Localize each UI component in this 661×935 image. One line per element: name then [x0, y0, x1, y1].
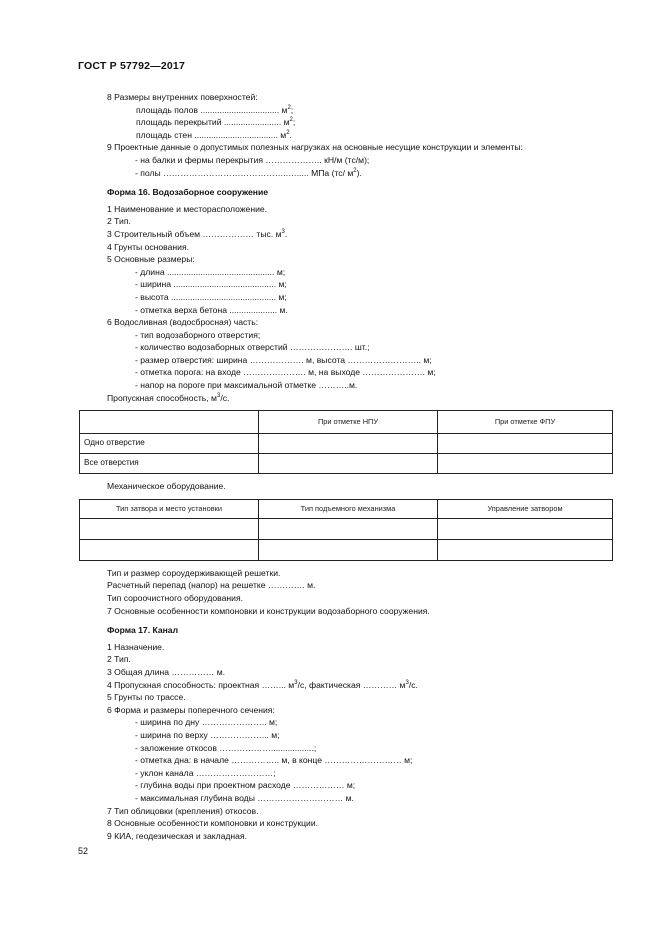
- table-cell: Все отверстия: [80, 454, 259, 474]
- table-cell: [80, 539, 259, 560]
- text-line: - уклон канала ………………………;: [135, 767, 276, 778]
- table-cell: [259, 518, 438, 539]
- text-line: 1 Назначение.: [107, 641, 165, 652]
- text-line: 5 Грунты по трассе.: [107, 692, 186, 703]
- text-line: Тип и размер сороудерживающей решетки.: [107, 567, 281, 578]
- text-line: - отметка дна: в начале …………….. м, в конце ……………………… м;: [135, 755, 413, 766]
- table-header-cell: Тип подъемного механизма: [259, 499, 438, 518]
- text-line: - напор на пороге при максимальной отметке ………..м.: [135, 380, 358, 391]
- text-line: 1 Наименование и месторасположение.: [107, 203, 268, 214]
- text-line: - максимальная глубина воды ………………………… м.: [135, 792, 354, 803]
- text-line: площадь перекрытий ........................ $м^2$;: [136, 117, 296, 128]
- text-line: - на балки и фермы перекрытия ……………….. кН/м (тс/м);: [135, 154, 370, 165]
- capacity-label: Пропускная способность, $м^3/с$.: [107, 392, 230, 403]
- form17-list: [107, 641, 627, 843]
- table-cell: [259, 539, 438, 560]
- text-line: - отметка порога: на входе …………………. м, на выходе …………………. м;: [135, 367, 436, 378]
- text-line: Расчетный перепад (напор) на решетке …………. м.: [107, 580, 316, 591]
- item9-title: 9 Проектные данные о допустимых полезных нагрузках на основные несущие конструкции и элементы:: [107, 142, 523, 153]
- table-cell: [438, 434, 613, 454]
- text-line: - длина ............................................. м;: [135, 266, 286, 277]
- table-row: [80, 518, 613, 539]
- text-line: 6 Водосливная (водосбросная) часть:: [107, 317, 259, 328]
- form16-heading: Форма 16. Водозаборное сооружение: [107, 187, 269, 198]
- table-cell: [259, 434, 438, 454]
- table-header-cell: [80, 411, 259, 434]
- text-line: - глубина воды при проектном расходе ……………… м;: [135, 780, 356, 791]
- text-line: 2 Тип.: [107, 654, 131, 665]
- table-header-row: [80, 411, 613, 434]
- table-cell: Одно отверстие: [80, 434, 259, 454]
- text-line: 9 КИА, геодезическая и закладная.: [107, 830, 247, 841]
- text-line: - высота ............................................ м;: [135, 291, 287, 302]
- table-header-row: [80, 499, 613, 518]
- text-line: 6 Форма и размеры поперечного сечения:: [107, 704, 275, 715]
- text-line: - заложение откосов ………………..................;: [135, 742, 317, 753]
- table-cell: [80, 518, 259, 539]
- table-cell: [259, 454, 438, 474]
- table-row: [80, 539, 613, 560]
- text-line: 4 Пропускная способность: проектная ……... $м^3/с$, фактическая ………… $м^3/с$.: [107, 679, 418, 690]
- text-line: площадь полов ................................. $м^2$;: [136, 104, 294, 115]
- text-line: - тип водозаборного отверстия;: [135, 329, 261, 340]
- table-cell: [438, 539, 613, 560]
- text-line: 4 Грунты основания.: [107, 241, 190, 252]
- table-header-cell: При отметке НПУ: [259, 411, 438, 434]
- text-line: - отметка верха бетона .................... м.: [135, 304, 288, 315]
- text-line: - количество водозаборных отверстий …………………. шт.;: [135, 342, 370, 353]
- text-line: 2 Тип.: [107, 216, 131, 227]
- table-header-cell: При отметке ФПУ: [438, 411, 613, 434]
- text-line: 5 Основные размеры:: [107, 254, 195, 265]
- text-line: - размер отверстия: ширина ………………. м, высота …………………….. м;: [135, 354, 432, 365]
- document-header: ГОСТ Р 57792—2017: [78, 60, 186, 72]
- document-body: [84, 91, 627, 842]
- text-line: Тип сороочистного оборудования.: [107, 593, 243, 604]
- table-cell: [438, 518, 613, 539]
- table-header-cell: Управление затвором: [438, 499, 613, 518]
- item8-title: 8 Размеры внутренних поверхностей:: [107, 92, 258, 102]
- text-line: - полы ……………………………………..…..... МПа (тс/ $м^2$).: [135, 167, 362, 178]
- text-line: площадь стен ................................... $м^2$.: [136, 129, 292, 140]
- form16-list: [107, 203, 627, 392]
- table-header-cell: Тип затвора и место установки: [80, 499, 259, 518]
- page-number: 52: [78, 846, 89, 856]
- mechanical-table: [79, 499, 613, 561]
- text-line: - ширина по верху ………………... м;: [135, 729, 280, 740]
- text-line: 8 Основные особенности компоновки и конструкции.: [107, 818, 319, 829]
- capacity-table: [79, 410, 613, 474]
- mech-label: Механическое оборудование.: [107, 481, 226, 492]
- text-line: 7 Основные особенности компоновки и конструкции водозаборного сооружения.: [107, 605, 430, 616]
- text-line: 3 Общая длина …………… м.: [107, 667, 226, 677]
- text-line: - ширина по дну ………………….. м;: [135, 717, 278, 728]
- text-line: - ширина ........................................... м;: [135, 279, 287, 290]
- table-row: [80, 454, 613, 474]
- item8-list: [107, 104, 627, 142]
- table-row: [80, 434, 613, 454]
- item9-list: [107, 154, 627, 179]
- text-line: 3 Строительный объем ……………… тыс. $м^3$.: [107, 228, 288, 239]
- form17-heading: Форма 17. Канал: [107, 625, 179, 636]
- text-line: 7 Тип облицовки (крепления) откосов.: [107, 805, 259, 816]
- table-cell: [438, 454, 613, 474]
